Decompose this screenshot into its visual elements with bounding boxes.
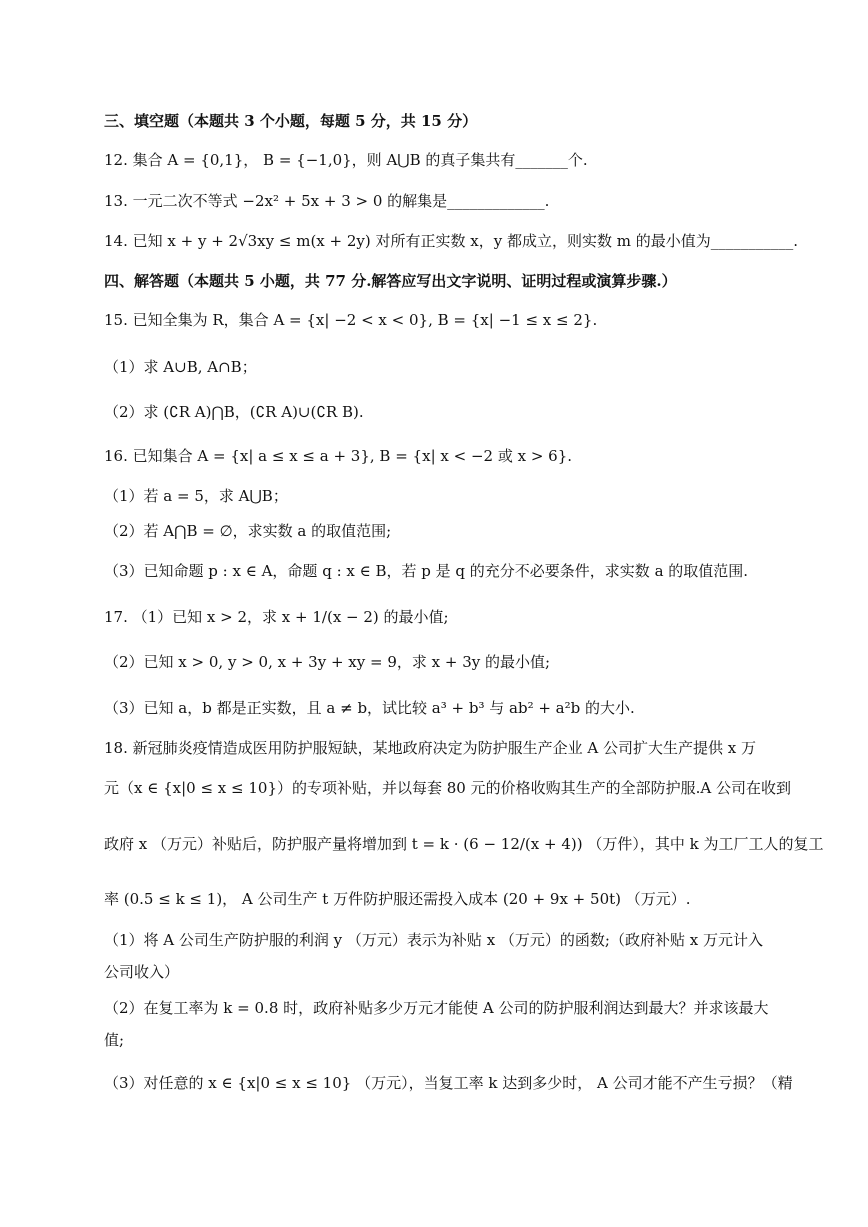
question-18-line-2: 元（x ∈ {x|0 ≤ x ≤ 10}）的专项补贴，并以每套 80 元的价格收购其生产的全部防护服.A 公司在收到 [104, 779, 791, 797]
question-14: 14. 已知 x + y + 2√3xy ≤ m(x + 2y) 对所有正实数 x，y 都成立，则实数 m 的最小值为___________. [104, 232, 798, 250]
question-18-part-1a: （1）将 A 公司生产防护服的利润 y （万元）表示为补贴 x （万元）的函数;（政府补贴 x 万元计入 [104, 931, 763, 949]
question-18-line-1: 18. 新冠肺炎疫情造成医用防护服短缺，某地政府决定为防护服生产企业 A 公司扩大生产提供 x 万 [104, 739, 756, 757]
question-16-part-3: （3）已知命题 p : x ∈ A，命题 q : x ∈ B，若 p 是 q 的充分不必要条件，求实数 a 的取值范围. [104, 562, 749, 580]
question-15-part-1: （1）求 A∪B, A∩B； [104, 358, 257, 376]
question-18-part-1b: 公司收入） [104, 963, 180, 981]
question-15: 15. 已知全集为 R，集合 A = {x| −2 < x < 0}, B = {x| −1 ≤ x ≤ 2}. [104, 311, 598, 329]
fill-blank-section-title: 三、填空题（本题共 3 个小题，每题 5 分，共 15 分） [104, 112, 478, 130]
question-13: 13. 一元二次不等式 −2x² + 5x + 3 > 0 的解集是_____________. [104, 192, 550, 210]
question-18-part-3: （3）对任意的 x ∈ {x|0 ≤ x ≤ 10} （万元），当复工率 k 达到多少时， A 公司才能不产生亏损？（精 [104, 1074, 793, 1092]
question-17-part-3: （3）已知 a，b 都是正实数，且 a ≠ b，试比较 a³ + b³ 与 ab² + a²b 的大小. [104, 699, 635, 717]
question-15-part-2: （2）求 (∁R A)⋂B，(∁R A)∪(∁R B). [104, 403, 364, 421]
question-12: 12. 集合 A = {0,1}， B = {−1,0}，则 A⋃B 的真子集共有_______个. [104, 151, 588, 169]
question-18-part-2b: 值; [104, 1031, 125, 1049]
question-18-part-2a: （2）在复工率为 k = 0.8 时，政府补贴多少万元才能使 A 公司的防护服利润达到最大？并求该最大 [104, 999, 769, 1017]
question-16-part-1: （1）若 a = 5，求 A⋃B； [104, 487, 288, 505]
question-16-part-2: （2）若 A⋂B = ∅，求实数 a 的取值范围; [104, 522, 392, 540]
question-18-line-3: 政府 x （万元）补贴后，防护服产量将增加到 t = k · (6 − 12/(x + 4)) （万件），其中 k 为工厂工人的复工 [104, 835, 824, 853]
question-17-part-1: 17. （1）已知 x > 2，求 x + 1/(x − 2) 的最小值; [104, 608, 449, 626]
question-18-line-4: 率 (0.5 ≤ k ≤ 1)， A 公司生产 t 万件防护服还需投入成本 (20 + 9x + 50t) （万元）. [104, 890, 691, 908]
question-17-part-2: （2）已知 x > 0, y > 0, x + 3y + xy = 9，求 x + 3y 的最小值; [104, 653, 551, 671]
answer-section-title: 四、解答题（本题共 5 小题，共 77 分.解答应写出文字说明、证明过程或演算步骤.） [104, 272, 677, 290]
question-16: 16. 已知集合 A = {x| a ≤ x ≤ a + 3}, B = {x| x < −2 或 x > 6}. [104, 447, 573, 465]
